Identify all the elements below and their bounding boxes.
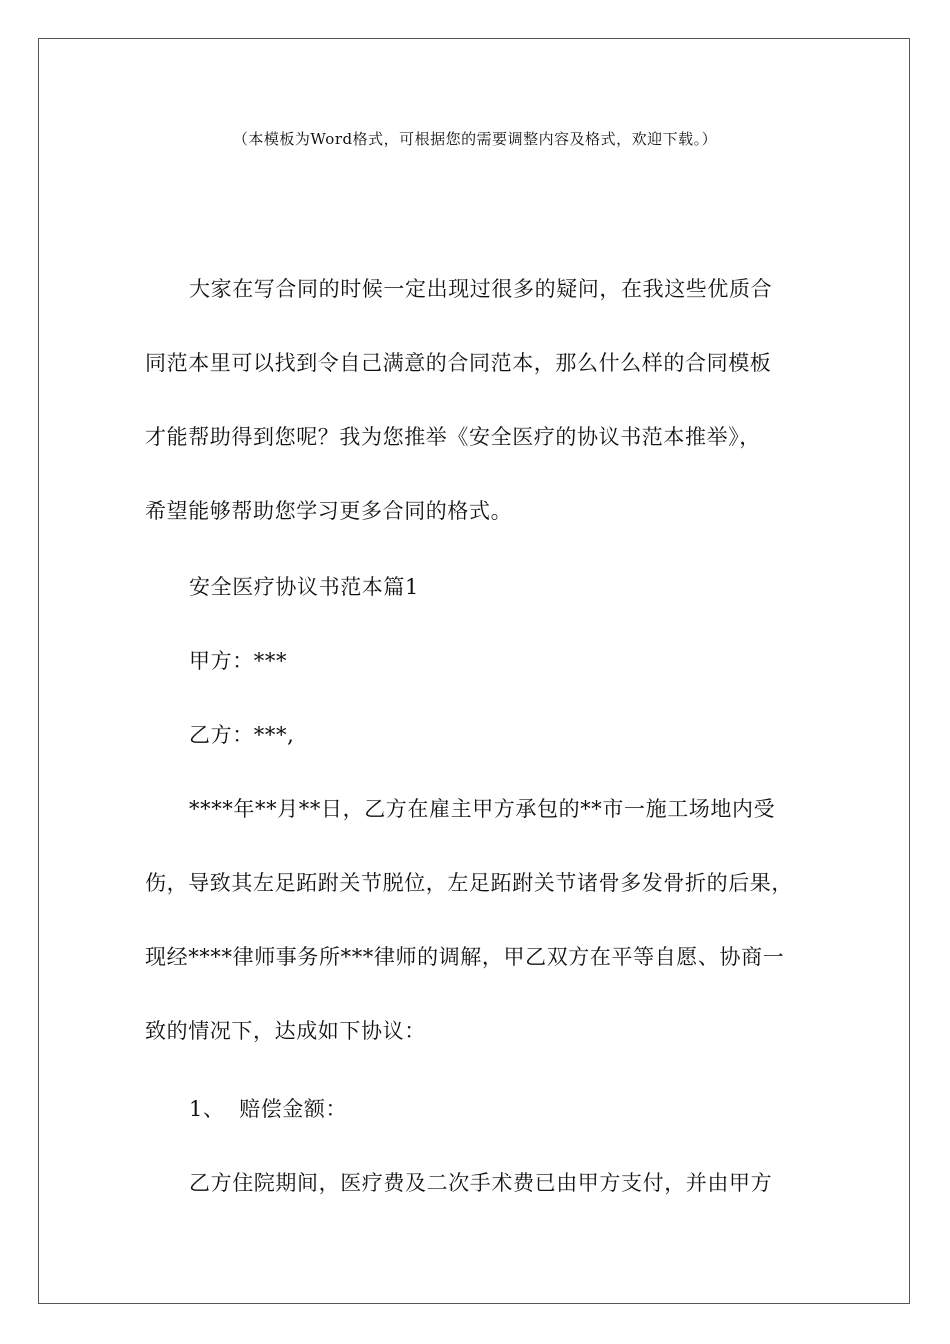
intro-line-4: 希望能够帮助您学习更多合同的格式。 [145,499,513,523]
incident-line-3: 现经****律师事务所***律师的调解，甲乙双方在平等自愿、协商一 [145,945,785,969]
page-border [38,38,910,1304]
intro-line-2: 同范本里可以找到令自己满意的合同范本，那么什么样的合同模板 [145,351,772,375]
incident-line-2: 伤，导致其左足跖跗关节脱位，左足跖跗关节诸骨多发骨折的后果， [145,871,793,895]
intro-line-1: 大家在写合同的时候一定出现过很多的疑问，在我这些优质合 [189,277,773,301]
clause-1-text: 乙方住院期间，医疗费及二次手术费已由甲方支付，并由甲方 [189,1171,773,1195]
section-title: 安全医疗协议书范本篇1 [189,575,419,599]
incident-line-4: 致的情况下，达成如下协议： [145,1019,426,1043]
template-note: （本模板为Word格式，可根据您的需要调整内容及格式，欢迎下载。） [232,130,718,148]
party-a: 甲方：*** [189,649,288,673]
clause-1-heading: 1、 赔偿金额： [189,1097,348,1121]
incident-line-1: ****年**月**日，乙方在雇主甲方承包的**市一施工场地内受 [189,797,776,821]
intro-line-3: 才能帮助得到您呢？我为您推举《安全医疗的协议书范本推举》， [145,425,761,449]
party-b: 乙方：***, [189,723,295,747]
